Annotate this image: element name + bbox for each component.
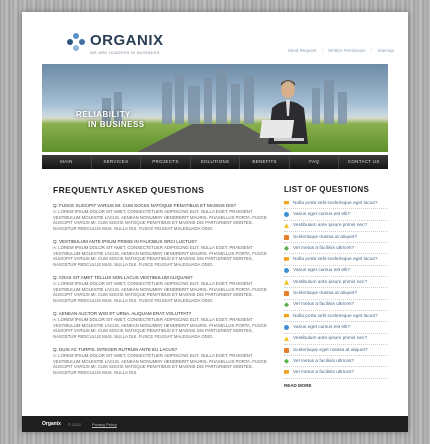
nav-item-services[interactable]: SERVICES — [92, 155, 142, 169]
faq-answer: A: LOREM IPSUM DOLOR SIT AMET, CONSECTETUER ADIPISCING ELIT. NULLA EGET. PRAESENT VESTIBULUM MOLESTIE LACUS. AENEAN NONUMMY HENDRERIT MAURIS. PHASELLUS PORTA. FUSCE SUSCIPIT VARIUS MI. CUM SOCIIS NATOQUE PENATIBUS ET MAGNIS DIS PARTURIENT MONTES, NASCETUR RIDICULUS MUS. NULLA DUI. FUSCE FEUGIAT MALESUADA ODIO. — [53, 281, 267, 303]
top-link-sitemap[interactable]: Sitemap — [377, 48, 394, 53]
logo-icon — [66, 32, 86, 52]
question-list-item[interactable] — [284, 243, 388, 254]
top-links — [284, 48, 394, 53]
privacy-policy-link[interactable]: Privacy Policy — [92, 421, 117, 427]
faq-item — [53, 275, 268, 303]
question-list-item[interactable] — [284, 322, 388, 333]
divider: | — [371, 48, 373, 53]
question-link[interactable]: Vestibulum ante ipsum primis nec? — [293, 336, 368, 342]
faq-question: Q: AENEAN AUCTOR WISI ET URNA. ALIQUAM ERAT VOLUTPAT? — [53, 311, 192, 316]
question-link[interactable]: Nulla porta velit scelerisque eget lacus? — [293, 257, 378, 263]
question-icon — [284, 257, 289, 262]
main-nav — [42, 155, 388, 169]
businessman — [260, 80, 308, 144]
question-list-item[interactable] — [284, 266, 388, 277]
nav-item-faq[interactable]: FAQ — [290, 155, 340, 169]
faq-question: Q: FUSCE SUSCIPIT VARIUS MI. CUM SOCIIS NATOQUE PENATIBUS ET MAGNIS DIS? — [53, 203, 237, 208]
brand-name[interactable]: ORGANIX — [90, 32, 164, 49]
nav-item-solutions[interactable]: SOLUTIONS — [191, 155, 241, 169]
faq-answer: A: LOREM IPSUM DOLOR SIT AMET, CONSECTETUER ADIPISCING ELIT. NULLA EGET. PRAESENT VESTIBULUM MOLESTIE LACUS. AENEAN NONUMMY HENDRERIT MAURIS. PHASELLUS PORTA. FUSCE SUSCIPIT VARIUS MI. CUM SOCIIS NATOQUE PENATIBUS ET MAGNIS DIS PARTURIENT MONTES, NASCETUR RIDICULUS MUS. NULLA DUI. — [53, 353, 267, 375]
star-icon — [284, 246, 289, 251]
question-link[interactable]: Vel metus a facilisis ultrices? — [293, 302, 355, 308]
brand-tagline: WE ARE LEADERS IN BUSINESS — [90, 50, 160, 55]
hero-image — [42, 64, 388, 152]
question-list-item[interactable] — [284, 356, 388, 367]
footer — [22, 416, 408, 432]
sidebar — [284, 185, 388, 388]
question-link[interactable]: Varius eget cursus est elit? — [293, 211, 351, 217]
question-link[interactable]: Vestibulum ante ipsum primis nec? — [293, 279, 368, 285]
nav-item-projects[interactable]: PROJECTS — [141, 155, 191, 169]
warning-icon — [284, 223, 289, 228]
question-icon — [284, 201, 289, 206]
question-link[interactable]: Scelerisque eget massa at aliquet? — [293, 347, 368, 353]
info-icon — [284, 268, 289, 273]
top-link-send-request[interactable]: Send Request — [287, 48, 317, 53]
nav-item-contact-us[interactable]: CONTACT US — [347, 159, 380, 164]
page — [22, 12, 408, 432]
note-icon — [284, 235, 289, 240]
faq-item — [53, 203, 268, 231]
question-list-item[interactable] — [284, 300, 388, 311]
question-link[interactable]: Varius eget cursus est elit? — [293, 268, 351, 274]
question-list-item[interactable] — [284, 277, 388, 288]
footer-copyright: © 2012 — [68, 421, 81, 427]
faq-question: Q: CRAS SIT AMET TELLUS NON LACUS VESTIBULUM ALIQUAM? — [53, 275, 193, 280]
read-more-link[interactable]: READ MORE — [284, 382, 312, 388]
faq-answer: A: LOREM IPSUM DOLOR SIT AMET, CONSECTETUER ADIPISCING ELIT. NULLA EGET. PRAESENT VESTIBULUM MOLESTIE LACUS. AENEAN NONUMMY HENDRERIT MAURIS. PHASELLUS PORTA. FUSCE SUSCIPIT VARIUS MI. CUM SOCIIS NATOQUE PENATIBUS ET MAGNIS DIS PARTURIENT MONTES, NASCETUR RIDICULUS MUS. NULLA DUI. FUSCE FEUGIAT MALESUADA ODIO. — [53, 317, 267, 339]
question-link[interactable]: Scelerisque massa at aliquet? — [293, 291, 357, 297]
question-list-item[interactable] — [284, 221, 388, 232]
faq-item — [53, 311, 268, 339]
divider: | — [321, 48, 323, 53]
hero-line-1: RELIABILITY — [76, 110, 131, 119]
question-link[interactable]: Scelerisque massa at aliquet? — [293, 234, 357, 240]
question-link[interactable]: Vestibulum ante ipsum primis nec? — [293, 223, 368, 229]
faq-item — [53, 347, 268, 375]
info-icon — [284, 325, 289, 330]
faq-answer: A: LOREM IPSUM DOLOR SIT AMET, CONSECTETUER ADIPISCING ELIT. NULLA EGET. PRAESENT VESTIBULUM MOLESTIE LACUS. AENEAN NONUMMY HENDRERIT MAURIS. PHASELLUS PORTA. FUSCE SUSCIPIT VARIUS MI. CUM SOCIIS NATOQUE PENATIBUS ET MAGNIS DIS PARTURIENT MONTES, NASCETUR RIDICULUS MUS. NULLA DUI. FUSCE FEUGIAT MALESUADA ODIO. — [53, 245, 267, 267]
nav-item-main[interactable]: MAIN — [42, 155, 92, 169]
question-list-item[interactable] — [284, 288, 388, 299]
hero-line-2: IN BUSINESS — [88, 120, 145, 129]
hero-banner — [42, 64, 388, 152]
nav-item-benefits[interactable]: BENEFITS — [240, 155, 290, 169]
header — [22, 12, 408, 62]
info-icon — [284, 212, 289, 217]
question-link[interactable]: Vel metus a facilisis ultrices? — [293, 245, 355, 251]
question-list-item[interactable] — [284, 311, 388, 322]
hero-title — [76, 110, 145, 130]
faq-section — [53, 185, 268, 375]
question-icon — [284, 370, 289, 375]
faq-question: Q: DUIS AC TURPIS. INTEGER RUTRUM ANTE EU LACUS? — [53, 347, 178, 352]
sidebar-title: LIST OF QUESTIONS — [284, 185, 370, 194]
question-list-item[interactable] — [284, 254, 388, 265]
top-link-written-permission[interactable]: Written Permission — [328, 48, 366, 53]
footer-brand: Organix — [42, 421, 61, 427]
question-list-item[interactable] — [284, 345, 388, 356]
question-link[interactable]: Varius eget cursus est elit? — [293, 324, 351, 330]
faq-question: Q: VESTIBULUM ANTE IPSUM PRIMIS IN FAUCIBUS ORCI LUCTUS? — [53, 239, 197, 244]
warning-icon — [284, 336, 289, 341]
warning-icon — [284, 280, 289, 285]
faq-answer: A: LOREM IPSUM DOLOR SIT AMET, CONSECTETUER ADIPISCING ELIT. NULLA EGET. PRAESENT VESTIBULUM MOLESTIE LACUS. AENEAN NONUMMY HENDRERIT MAURIS. PHASELLUS PORTA. FUSCE SUSCIPIT VARIUS MI. CUM SOCIIS NATOQUE PENATIBUS ET MAGNIS DIS PARTURIENT MONTES, NASCETUR RIDICULUS MUS. NULLA DUI. FUSCE FEUGIAT MALESUADA ODIO. — [53, 209, 267, 231]
faq-title: FREQUENTLY ASKED QUESTIONS — [53, 185, 205, 195]
question-list-item[interactable] — [284, 367, 388, 378]
question-list-item[interactable] — [284, 198, 388, 209]
question-link[interactable]: Vel metus a facilisis ultrices? — [293, 370, 355, 376]
question-link[interactable]: Vel metus a facilisis ultrices? — [293, 358, 355, 364]
faq-item — [53, 239, 268, 267]
question-list-item[interactable] — [284, 232, 388, 243]
question-icon — [284, 314, 289, 319]
star-icon — [284, 302, 289, 307]
question-link[interactable]: Nulla porta velit scelerisque eget lacus? — [293, 313, 378, 319]
note-icon — [284, 291, 289, 296]
question-list-item[interactable] — [284, 209, 388, 220]
note-icon — [284, 348, 289, 353]
star-icon — [284, 359, 289, 364]
question-list-item[interactable] — [284, 334, 388, 345]
question-list — [284, 198, 388, 379]
question-link[interactable]: Nulla porta velit scelerisque eget lacus? — [293, 200, 378, 206]
